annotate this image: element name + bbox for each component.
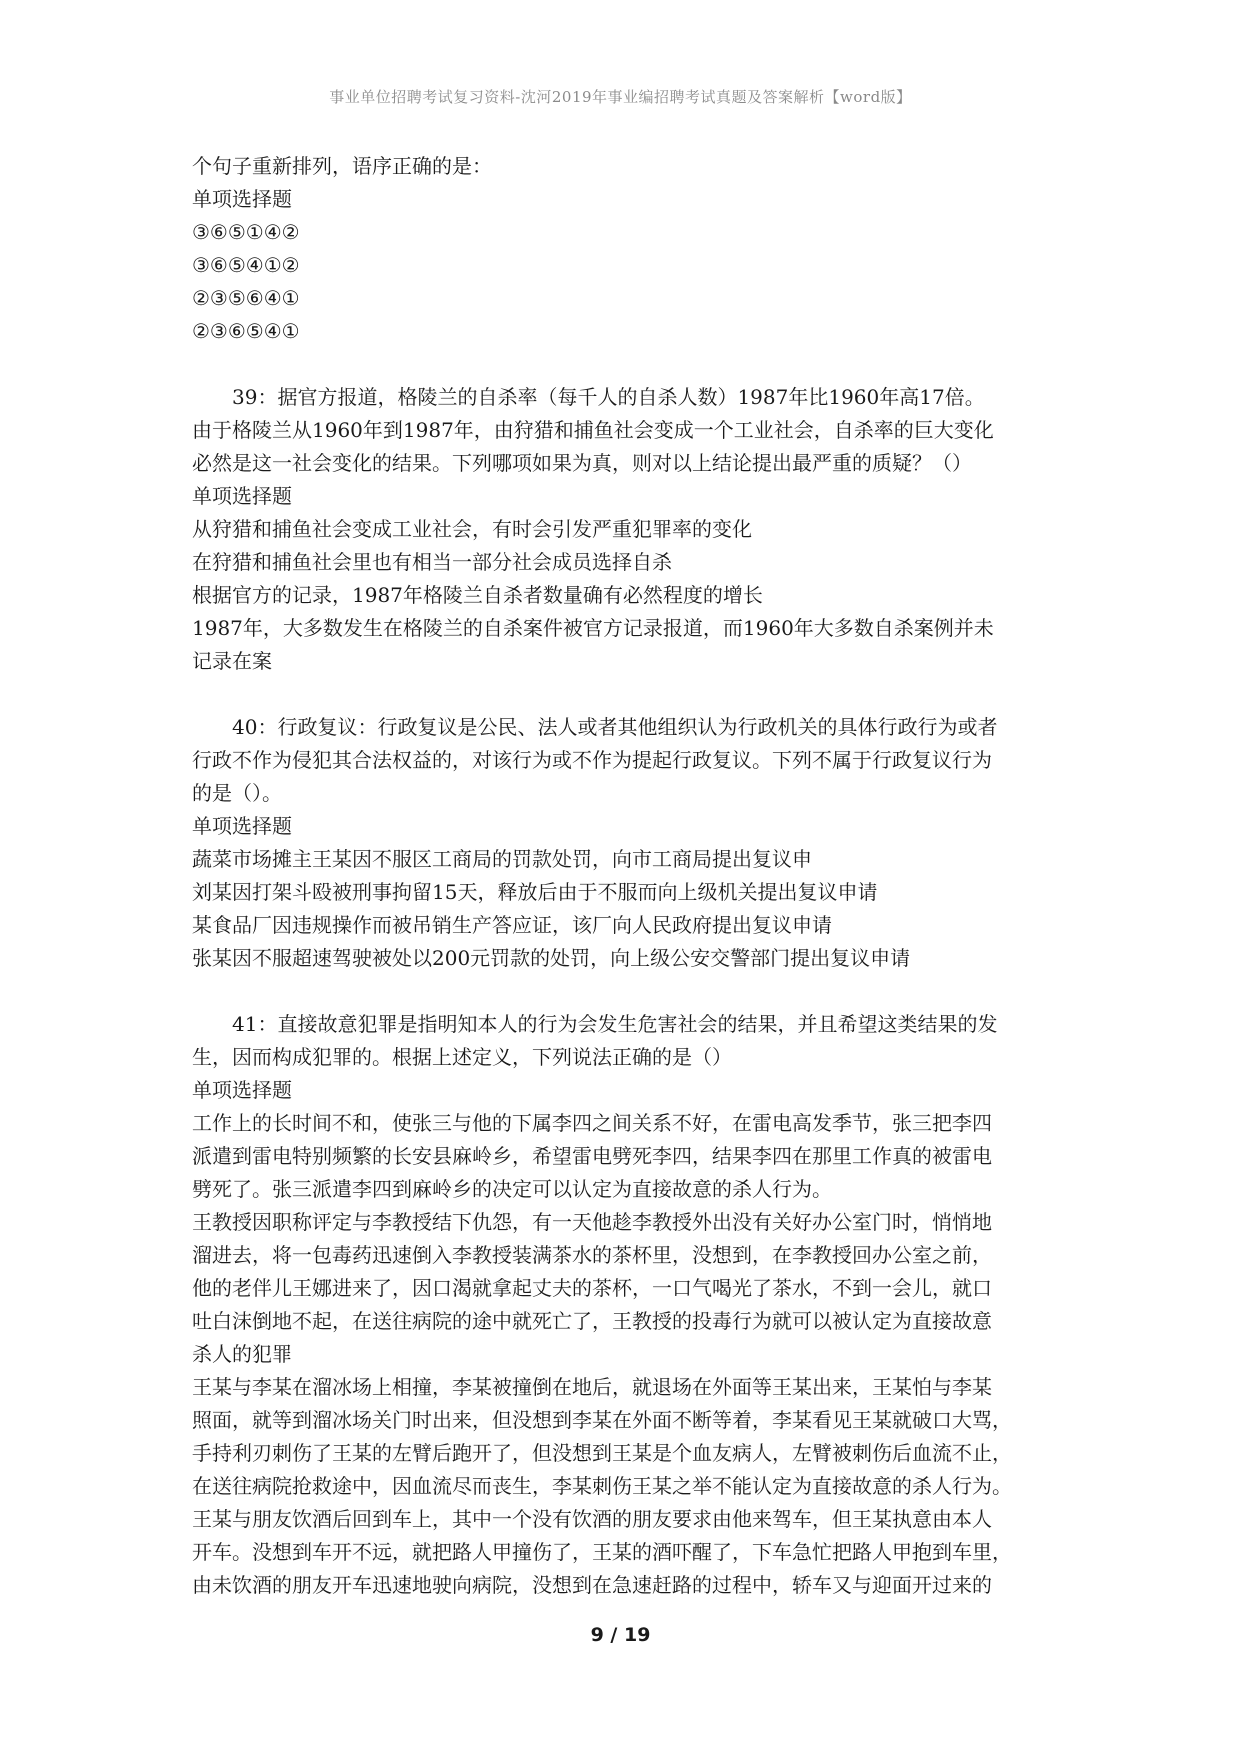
question-stem-line: 40：行政复议：行政复议是公民、法人或者其他组织认为行政机关的具体行政行为或者 (232, 715, 998, 739)
option: ②③⑥⑤④① (192, 319, 300, 343)
page-header: 事业单位招聘考试复习资料-沈河2019年事业编招聘考试真题及答案解析【word版】 (329, 88, 912, 106)
question-type: 单项选择题 (192, 1078, 292, 1102)
question-stem-line: 41：直接故意犯罪是指明知本人的行为会发生危害社会的结果，并且希望这类结果的发 (232, 1012, 998, 1036)
option: 杀人的犯罪 (192, 1342, 292, 1366)
option: 王某与李某在溜冰场上相撞，李某被撞倒在地后，就退场在外面等王某出来，王某怕与李某 (192, 1375, 992, 1399)
option: 蔬菜市场摊主王某因不服区工商局的罚款处罚，向市工商局提出复议申 (192, 847, 812, 871)
option: ③⑥⑤④①② (192, 253, 300, 277)
option: 开车。没想到车开不远，就把路人甲撞伤了，王某的酒吓醒了，下车急忙把路人甲抱到车里， (192, 1540, 1012, 1564)
option: 手持利刃刺伤了王某的左臂后跑开了，但没想到王某是个血友病人，左臂被刺伤后血流不止， (192, 1441, 1012, 1465)
option: 派遣到雷电特别频繁的长安县麻岭乡，希望雷电劈死李四，结果李四在那里工作真的被雷电 (192, 1144, 992, 1168)
option: 张某因不服超速驾驶被处以200元罚款的处罚，向上级公安交警部门提出复议申请 (192, 946, 911, 970)
option: 某食品厂因违规操作而被吊销生产答应证，该厂向人民政府提出复议申请 (192, 913, 832, 937)
option: 王某与朋友饮酒后回到车上，其中一个没有饮酒的朋友要求由他来驾车，但王某执意由本人 (192, 1507, 992, 1531)
spacer (192, 348, 1068, 381)
option: 从狩猎和捕鱼社会变成工业社会，有时会引发严重犯罪率的变化 (192, 517, 752, 541)
option: 由未饮酒的朋友开车迅速地驶向病院，没想到在急速赶路的过程中，轿车又与迎面开过来的 (192, 1573, 992, 1597)
option: 1987年，大多数发生在格陵兰的自杀案件被官方记录报道，而1960年大多数自杀案例并未 (192, 616, 994, 640)
option: ③⑥⑤①④② (192, 220, 300, 244)
question-stem-line: 由于格陵兰从1960年到1987年，由狩猎和捕鱼社会变成一个工业社会，自杀率的巨大变化 (192, 418, 994, 442)
option: 溜进去，将一包毒药迅速倒入李教授装满茶水的茶杯里，没想到，在李教授回办公室之前， (192, 1243, 992, 1267)
option: ②③⑤⑥④① (192, 286, 300, 310)
option: 王教授因职称评定与李教授结下仇怨，有一天他趁李教授外出没有关好办公室门时，悄悄地 (192, 1210, 992, 1234)
question-stem-line: 必然是这一社会变化的结果。下列哪项如果为真，则对以上结论提出最严重的质疑？（） (192, 451, 972, 475)
option: 他的老伴儿王娜进来了，因口渴就拿起丈夫的茶杯，一口气喝光了茶水，不到一会儿，就口 (192, 1276, 992, 1300)
spacer (192, 975, 1068, 1008)
option: 记录在案 (192, 649, 272, 673)
page-number: 9 / 19 (590, 1624, 651, 1646)
question-type: 单项选择题 (192, 187, 292, 211)
document-body (192, 150, 1068, 1602)
option: 吐白沫倒地不起，在送往病院的途中就死亡了，王教授的投毒行为就可以被认定为直接故意 (192, 1309, 992, 1333)
option: 根据官方的记录，1987年格陵兰自杀者数量确有必然程度的增长 (192, 583, 763, 607)
question-type: 单项选择题 (192, 814, 292, 838)
question-stem-line: 行政不作为侵犯其合法权益的，对该行为或不作为提起行政复议。下列不属于行政复议行为 (192, 748, 992, 772)
question-stem-line: 的是（）。 (192, 781, 282, 805)
question-stem-line: 生，因而构成犯罪的。根据上述定义，下列说法正确的是（） (192, 1045, 732, 1069)
option: 工作上的长时间不和，使张三与他的下属李四之间关系不好，在雷电高发季节，张三把李四 (192, 1111, 992, 1135)
question-stem-line: 39：据官方报道，格陵兰的自杀率（每千人的自杀人数）1987年比1960年高17倍。 (232, 385, 985, 409)
option: 刘某因打架斗殴被刑事拘留15天，释放后由于不服而向上级机关提出复议申请 (192, 880, 878, 904)
question-stem-line: 个句子重新排列，语序正确的是： (192, 154, 492, 178)
spacer (192, 678, 1068, 711)
option: 照面，就等到溜冰场关门时出来，但没想到李某在外面不断等着，李某看见王某就破口大骂， (192, 1408, 1012, 1432)
question-type: 单项选择题 (192, 484, 292, 508)
option: 在送往病院抢救途中，因血流尽而丧生，李某刺伤王某之举不能认定为直接故意的杀人行为。 (192, 1474, 1012, 1498)
option: 在狩猎和捕鱼社会里也有相当一部分社会成员选择自杀 (192, 550, 672, 574)
option: 劈死了。张三派遣李四到麻岭乡的决定可以认定为直接故意的杀人行为。 (192, 1177, 832, 1201)
